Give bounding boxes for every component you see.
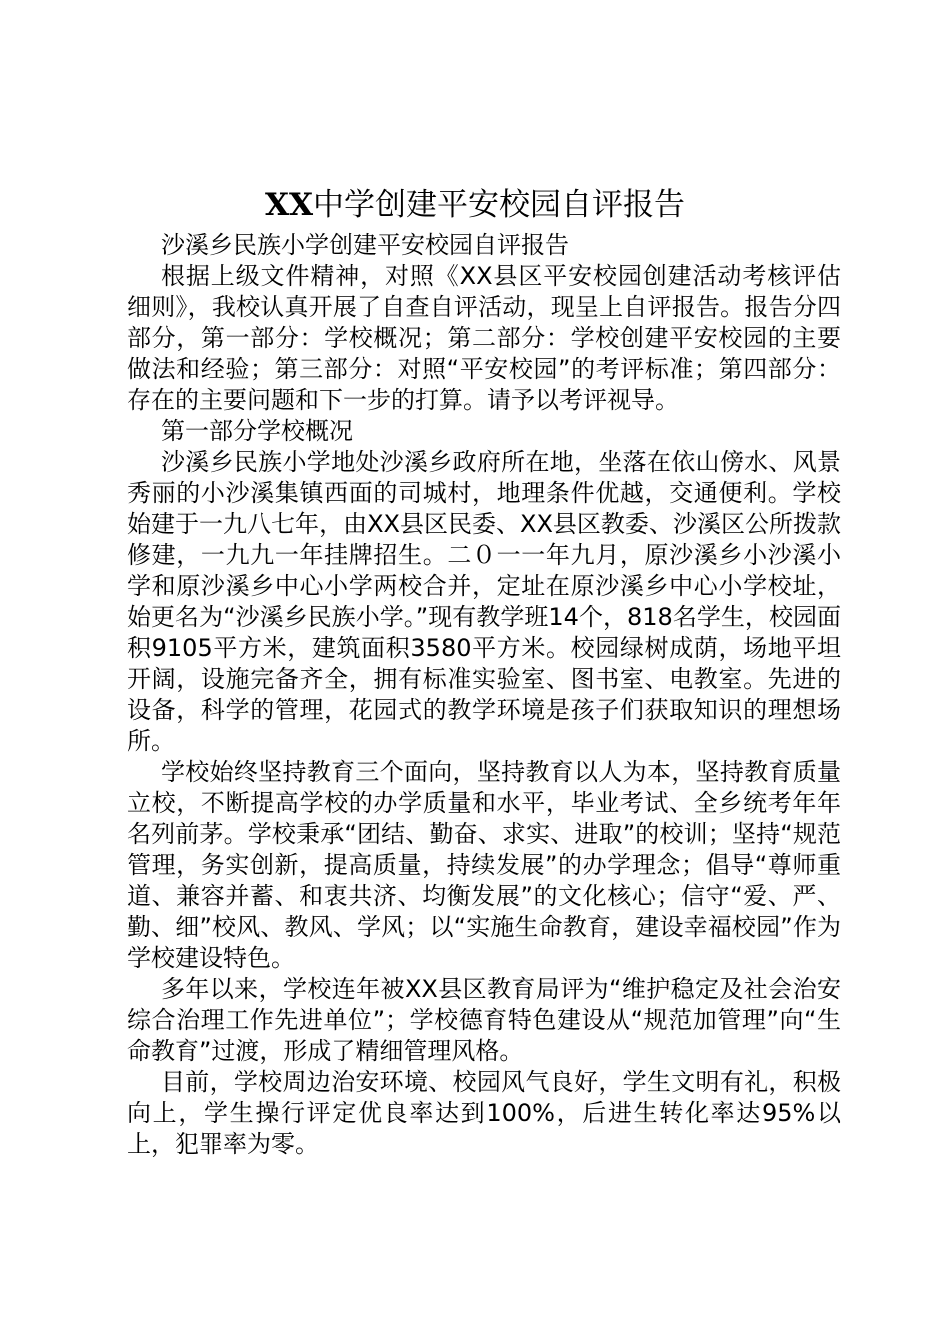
body-paragraph: 学校始终坚持教育三个面向，坚持教育以人为本，坚持教育质量立校，不断提高学校的办学质量和水平，毕业考试、全乡统考年年名列前茅。学校秉承“团结、勤奋、求实、进取”的校训；坚持“规范管理，务实创新，提高质量，持续发展”的办学理念；倡导“尊师重道、兼容并蓄、和衷共济、均衡发展”的文化核心；信守“爱、严、勤、细”校风、教风、学风；以“实施生命教育，建设幸福校园”作为学校建设特色。 [127,758,841,972]
title-text: 中学创建平安校园自评报告 [313,187,686,223]
body-paragraph: 多年以来，学校连年被XX县区教育局评为“维护稳定及社会治安综合治理工作先进单位”；学校德育特色建设从“规范加管理”向“生命教育”过渡，形成了精细管理风格。 [127,975,841,1065]
section-heading: 第一部分学校概况 [161,417,353,445]
body-paragraph: 沙溪乡民族小学地处沙溪乡政府所在地，坐落在依山傍水、风景秀丽的小沙溪集镇西面的司城村，地理条件优越，交通便利。学校始建于一九八七年，由XX县区民委、XX县区教委、沙溪区公所拨款修建，一九九一年挂牌招生。二０一一年九月，原沙溪乡小沙溪小学和原沙溪乡中心小学两校合并，定址在原沙溪乡中心小学校址，始更名为“沙溪乡民族小学。”现有教学班14个，818名学生，校园面积9105平方米，建筑面积3580平方米。校园绿树成荫，场地平坦开阔，设施完备齐全，拥有标准实验室、图书室、电教室。先进的设备，科学的管理，花园式的教学环境是孩子们获取知识的理想场所。 [127,448,841,755]
document-body [127,230,841,1160]
document-title [0,180,950,230]
intro-paragraph: 根据上级文件精神，对照《XX县区平安校园创建活动考核评估细则》，我校认真开展了自查自评活动，现呈上自评报告。报告分四部分，第一部分：学校概况；第二部分：学校创建平安校园的主要做法和经验；第三部分：对照“平安校园”的考评标准；第四部分：存在的主要问题和下一步的打算。请予以考评视导。 [127,262,841,414]
title-latin: XX [264,187,314,223]
subtitle-paragraph: 沙溪乡民族小学创建平安校园自评报告 [161,231,569,259]
body-paragraph: 目前，学校周边治安环境、校园风气良好，学生文明有礼，积极向上，学生操行评定优良率达到100%，后进生转化率达95%以上，犯罪率为零。 [127,1068,841,1158]
